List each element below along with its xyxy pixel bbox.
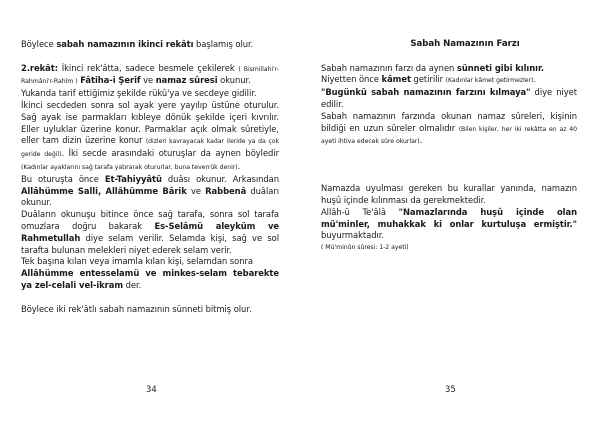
quote-source: ( Mü'minûn sûresi: 1-2 ayeti) [321,244,409,252]
dua-paragraph: Allâhümme entesselamü ve minkes-selam tebarekte ya zel-celali vel-ikram der. [21,268,279,290]
page-number-left: 34 [146,384,157,394]
section-title: Sabah Namazının Farzı [410,39,520,49]
page-number-right: 35 [445,384,456,394]
niyet-paragraph: "Bugünkü sabah namazının farzını kılmaya" diye niyet edilir. [321,87,577,109]
second-rakat-paragraph: 2.rekât: İkinci rek'âtta, sadece besmele çekilerek ( Bismillahi'r-Rahmâni'r-Rahîm ) Fâtiha-i Şerif ve namaz sûresi okunur. [21,62,279,86]
ruku-line: Yukarıda tarif ettiğimiz şekilde rükû'ya ve secdeye gidilir. [21,88,257,99]
after-salam-line: Tek başına kılan veya imamla kılan kişi, selamdan sonra [21,256,253,267]
fard-intro-line: Sabah namazının farzı da aynen sünneti gibi kılınır. [321,62,544,73]
quran-quote-paragraph: Allâh-ü Te'âlâ "Namazlarında huşû içinde olan mü'minler, muhakkak ki onlar kurtuluşa ermiştir." buyurmaktadır. [321,206,577,241]
intro-line: Böylece sabah namazının ikinci rekâtı başlamış olur. [21,39,254,49]
right-text-column [321,39,577,254]
closing-line: Böylece iki rek'âtlı sabah namazının sünneti bitmiş olur. [21,303,252,314]
salam-paragraph: Duâların okunuşu bitince önce sağ tarafa, sonra sol tarafa omuzlara doğru bakarak Es-Selâmü aleyküm ve Rahmetullah diye selam verilir. Selamda kişi, sağ ve sol tarafta bulunan melekleri niyet ederek selam verir. [21,209,280,255]
kamet-line: Niyetten önce kâmet getirilir (Kadınlar kâmet getirmezler). [321,74,537,85]
khushu-paragraph: Namazda uyulması gereken bu kurallar yanında, namazın huşû içinde kılınması da gerekmektedir. [321,183,577,205]
sitting-paragraph: İkinci secdeden sonra sol ayak yere yayılıp üstüne oturulur. Sağ ayak ise parmakları kıbleye dönük şekilde içeri kıvrılır. Eller uyluklar üzerine konur. Parmaklar açık olmak sûretiyle, eller tam dizin üzerine konur (dizleri kavrayacak kadar ileride ya da çok geride değil). İki secde arasındaki oturuşlar da aynen böyledir (Kadınlar ayaklarını sağ tarafa yatırarak otururlar, buna teverrük denir). [21,99,279,171]
surah-paragraph: Sabah namazının farzında okunan namaz sûreleri, kişinin bildiği en uzun sûreler olmalıdır (Bilen kişiler, her iki rekâtta en az 40 ayeti ihtiva edecek sûre okurlar). [321,110,577,146]
tahiyyat-paragraph: Bu oturuşta önce Et-Tahiyyâtü duâsı okunur. Arkasından Allâhümme Salli, Allâhümme Bârik ve Rabbenâ duâları okunur. [21,173,279,208]
right-page [300,0,600,423]
left-text-column [21,39,279,315]
